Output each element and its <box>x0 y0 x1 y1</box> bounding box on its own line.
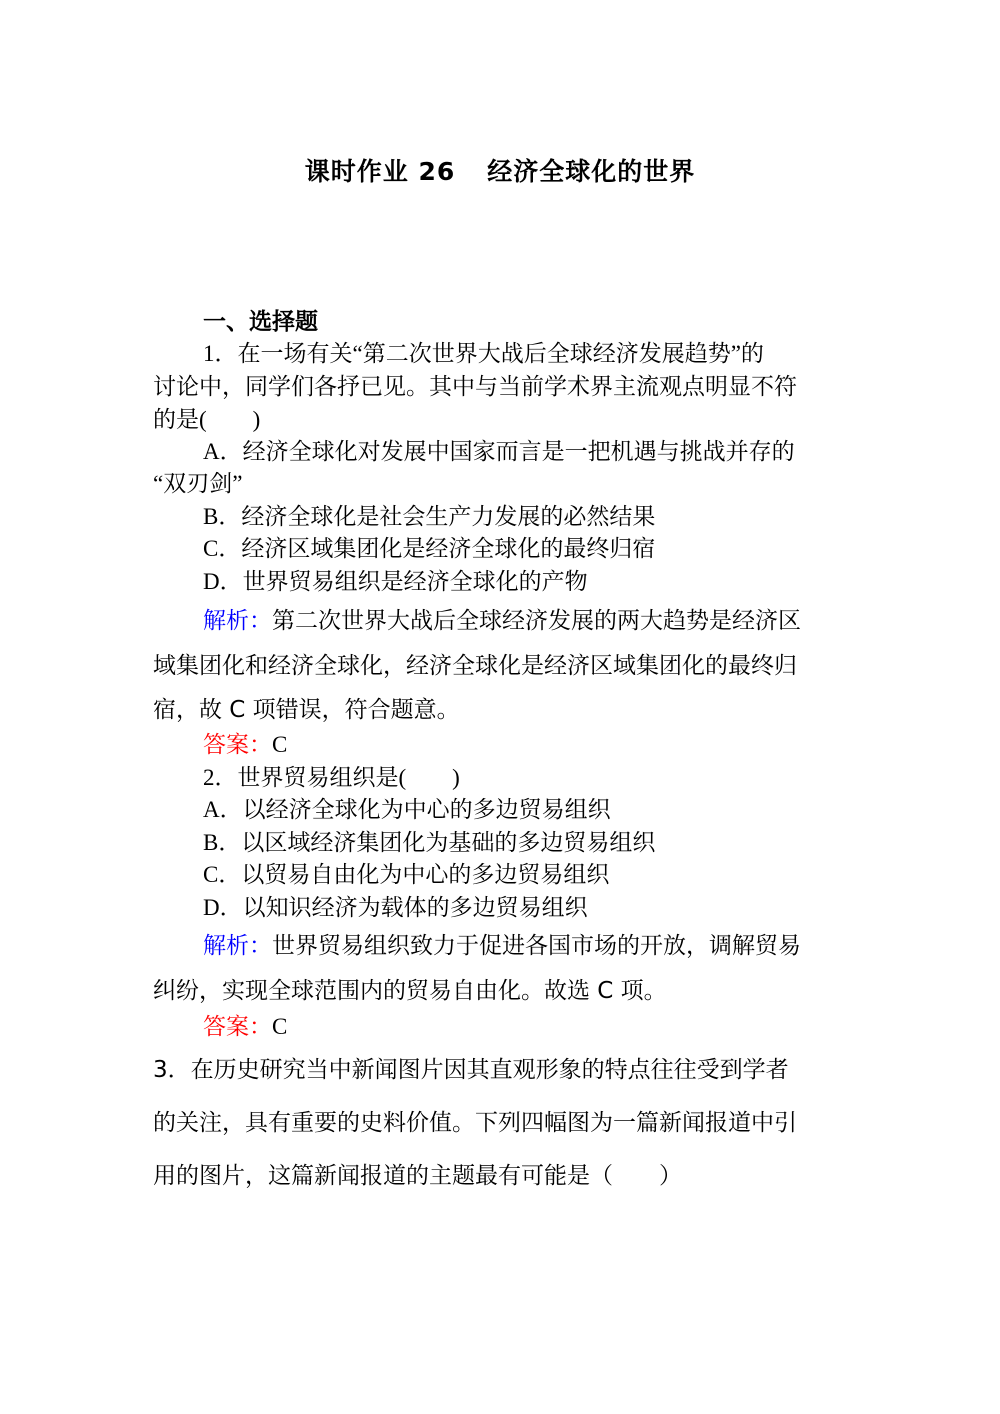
analysis-text: 第二次世界大战后全球经济发展的两大趋势是经济区 <box>272 608 801 634</box>
answer-label: 答案： <box>203 732 272 758</box>
option-d: D．世界贸易组织是经济全球化的产物 <box>203 569 588 594</box>
option-b: B．经济全球化是社会生产力发展的必然结果 <box>203 504 656 529</box>
question-stem-line: 2．世界贸易组织是( ) <box>203 765 460 790</box>
option-a: A．以经济全球化为中心的多边贸易组织 <box>203 797 611 822</box>
question-stem-line: 讨论中，同学们各抒已见。其中与当前学术界主流观点明显不符 <box>153 374 797 399</box>
title-main: 经济全球化的世界 <box>487 157 696 186</box>
question-stem-line: 的是( ) <box>153 407 261 432</box>
question-stem-line: 3．在历史研究当中新闻图片因其直观形象的特点往往受到学者 <box>153 1057 789 1083</box>
answer-line <box>203 1011 287 1043</box>
section-heading: 一、选择题 <box>203 309 318 335</box>
option-a: A．经济全球化对发展中国家而言是一把机遇与挑战并存的 <box>203 439 795 464</box>
analysis-line <box>203 605 801 637</box>
analysis-line: 域集团化和经济全球化，经济全球化是经济区域集团化的最终归 <box>153 653 797 679</box>
analysis-line: 纠纷，实现全球范围内的贸易自由化。故选 C 项。 <box>153 978 667 1004</box>
answer-label: 答案： <box>203 1014 272 1040</box>
answer-line <box>203 729 287 761</box>
analysis-label: 解析： <box>203 608 272 634</box>
option-a-continued: “双刃剑” <box>153 471 243 496</box>
question-stem-line: 的关注，具有重要的史料价值。下列四幅图为一篇新闻报道中引 <box>153 1110 797 1136</box>
analysis-text: 世界贸易组织致力于促进各国市场的开放，调解贸易 <box>272 933 801 959</box>
option-b: B．以区域经济集团化为基础的多边贸易组织 <box>203 830 656 855</box>
analysis-label: 解析： <box>203 933 272 959</box>
title-prefix: 课时作业 26 <box>304 157 456 186</box>
page-title <box>0 152 1000 188</box>
question-stem-line: 1．在一场有关“第二次世界大战后全球经济发展趋势”的 <box>203 341 764 366</box>
analysis-line: 宿，故 C 项错误，符合题意。 <box>153 697 460 723</box>
answer-value: C <box>272 1014 288 1039</box>
option-c: C．以贸易自由化为中心的多边贸易组织 <box>203 862 610 887</box>
answer-value: C <box>272 732 288 757</box>
question-stem-line: 用的图片，这篇新闻报道的主题最有可能是（ ） <box>153 1163 682 1189</box>
option-d: D．以知识经济为载体的多边贸易组织 <box>203 895 588 920</box>
analysis-line <box>203 930 801 962</box>
option-c: C．经济区域集团化是经济全球化的最终归宿 <box>203 536 656 561</box>
